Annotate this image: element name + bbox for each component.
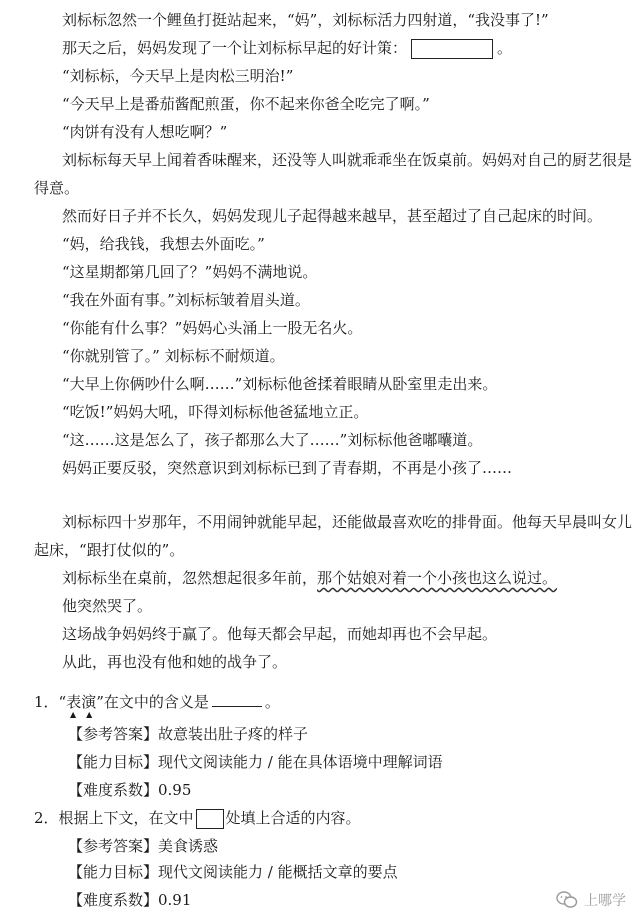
- paragraph-line-with-blank: [62, 38, 512, 59]
- answer-line: 【参考答案】故意装出肚子疼的样子: [68, 725, 309, 743]
- line-text: 那天之后，妈妈发现了一个让刘标标早起的好计策：: [62, 39, 408, 57]
- paragraph-line: “大早上你俩吵什么啊……”刘标标他爸揉着眼睛从卧室里走出来。: [62, 375, 498, 393]
- answer-blank-box: [196, 809, 224, 829]
- answer-line: 【参考答案】美食诱惑: [68, 837, 219, 855]
- question-text: 处填上合适的内容。: [225, 809, 361, 827]
- answer-blank-box: [411, 39, 493, 59]
- paragraph-line: 刘标标每天早上闻着香味醒来，还没等人叫就乖乖坐在饭桌前。妈妈对自己的厨艺很是: [62, 151, 633, 169]
- paragraph-line: “肉饼有没有人想吃啊？”: [62, 123, 228, 141]
- difficulty-line: 【难度系数】0.95: [68, 781, 192, 799]
- ability-line: 【能力目标】现代文阅读能力 / 能概括文章的要点: [68, 863, 398, 881]
- paragraph-line: “妈，给我钱，我想去外面吃。”: [62, 235, 265, 253]
- paragraph-line: 然而好日子并不长久，妈妈发现儿子起得越来越早，甚至超过了自己起床的时间。: [62, 207, 603, 225]
- paragraph-line: 从此，再也没有他和她的战争了。: [62, 653, 288, 671]
- question-2: [34, 808, 361, 829]
- ability-line: 【能力目标】现代文阅读能力 / 能在具体语境中理解词语: [68, 753, 443, 771]
- paragraph-line: 得意。: [34, 179, 80, 197]
- paragraph-line-with-underline: [62, 568, 557, 588]
- paragraph-line: 妈妈正要反驳，突然意识到刘标标已到了青春期，不再是小孩了……: [62, 459, 513, 477]
- paragraph-line: 他突然哭了。: [62, 597, 153, 615]
- paragraph-line: “这……这是怎么了，孩子都那么大了……”刘标标他爸嘟囔道。: [62, 431, 483, 449]
- paragraph-line: “你能有什么事？”妈妈心头涌上一股无名火。: [62, 319, 363, 337]
- watermark-text: 上哪学: [584, 893, 626, 909]
- question-text: 。: [264, 693, 280, 711]
- paragraph-line: “你就别管了。” 刘标标不耐烦道。: [62, 347, 285, 365]
- line-text: 。: [497, 39, 513, 57]
- watermark: [556, 890, 626, 910]
- paragraph-line: 起床，“跟打仗似的”。: [34, 541, 185, 559]
- line-text: 刘标标坐在桌前，忽然想起很多年前，: [62, 569, 318, 587]
- paragraph-line: 刘标标忽然一个鲤鱼打挺站起来，“妈”，刘标标活力四射道，“我没事了!”: [62, 11, 549, 29]
- emphasis-dots: ▲▲: [70, 710, 103, 719]
- paragraph-line: “我在外面有事。”刘标标皱着眉头道。: [62, 291, 310, 309]
- wavy-underlined-text: 那个姑娘对着一个小孩也这么说过。: [317, 569, 558, 587]
- answer-blank-line: [212, 692, 262, 707]
- paragraph-line: “吃饭!”妈妈大吼，吓得刘标标他爸猛地立正。: [62, 403, 369, 421]
- wechat-icon: [556, 891, 578, 909]
- paragraph-line: “今天早上是番茄酱配煎蛋，你不起来你爸全吃完了啊。”: [62, 95, 430, 113]
- paragraph-line: 刘标标四十岁那年，不用闹钟就能早起，还能做最喜欢吃的排骨面。他每天早晨叫女儿: [62, 513, 633, 531]
- question-1: [34, 692, 280, 712]
- difficulty-line: 【难度系数】0.91: [68, 891, 192, 909]
- paragraph-line: 这场战争妈妈终于赢了。他每天都会早起，而她却再也不会早起。: [62, 625, 498, 643]
- question-text: 1．“表演”在文中的含义是: [34, 693, 209, 711]
- question-text: 2．根据上下文，在文中: [34, 809, 194, 827]
- paragraph-line: “这星期都第几回了？”妈妈不满地说。: [62, 263, 318, 281]
- paragraph-line: “刘标标，今天早上是肉松三明治!”: [62, 67, 294, 85]
